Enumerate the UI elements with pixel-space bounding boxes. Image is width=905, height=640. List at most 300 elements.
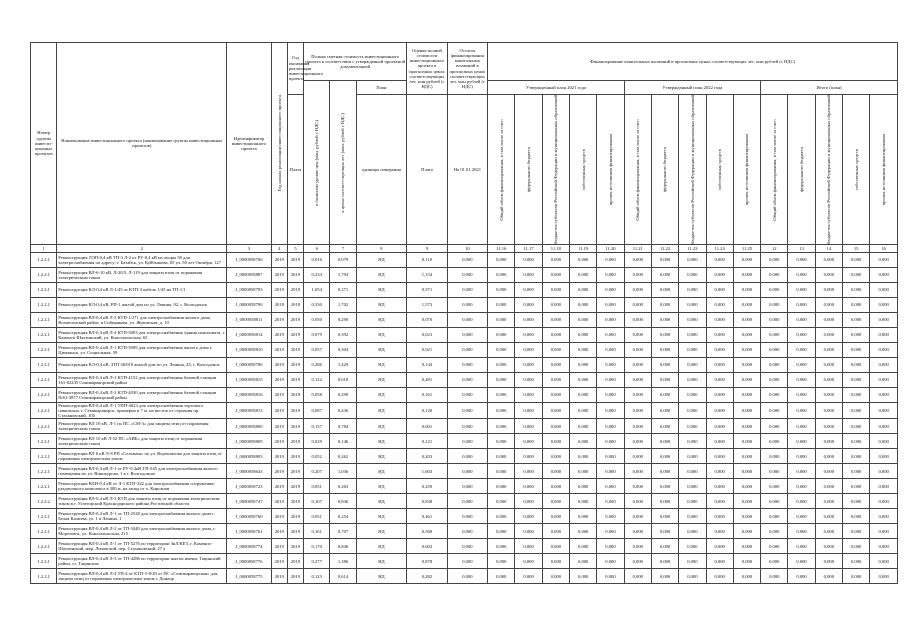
financing-value-cell: 0,000 — [761, 267, 788, 282]
total-cost-cell: 0,021 — [407, 342, 447, 357]
group-no-cell: 1.2.2.2 — [31, 494, 57, 509]
financing-value-cell: 0,000 — [488, 312, 515, 327]
col-2021-other: прочих источников финансирования — [597, 95, 624, 245]
year-start-cell: 2019 — [271, 312, 287, 327]
financing-value-cell: 0,000 — [815, 554, 842, 569]
year-end-cell: 2019 — [287, 434, 303, 449]
financing-value-cell: 0,000 — [761, 494, 788, 509]
financing-value-cell: 0,000 — [488, 252, 515, 267]
col-smr: в ценах соответствующих лет (млн. рублей с НДС) — [330, 81, 356, 245]
financing-value-cell: 0,000 — [706, 252, 733, 267]
year-start-cell: 2019 — [271, 449, 287, 464]
financing-value-cell: 0,000 — [515, 479, 542, 494]
year-start-cell: 2019 — [271, 327, 287, 342]
project-name-cell: Реконструкция ВЛ-0,4 кВ Л-3 КТП для защиты птиц от поражения электрическим током в г. Углегорский Краснодарского района Ростовской области — [57, 494, 227, 509]
financing-value-cell: 0,000 — [870, 494, 898, 509]
rest-cell: 0,000 — [447, 449, 487, 464]
table-row — [31, 297, 898, 312]
col-project-id: Идентификатор инвестиционного проекта — [227, 43, 272, 245]
project-id-cell: J_0000058766 — [227, 252, 272, 267]
cost-base-cell: 0,123 — [304, 569, 330, 584]
project-id-cell: J_0000058793 — [227, 282, 272, 297]
project-name-cell: Реконструкция ВЛ 10 кВ, Л-1 по ПС «СМ-3» для защиты птиц от поражения электрическим током — [57, 419, 227, 434]
financing-value-cell: 0,000 — [815, 449, 842, 464]
financing-value-cell: 0,000 — [597, 554, 624, 569]
financing-value-cell: 0,000 — [706, 419, 733, 434]
financing-value-cell: 0,000 — [570, 327, 597, 342]
total-cost-cell: 0,259 — [407, 479, 447, 494]
financing-value-cell: 0,000 — [733, 509, 760, 524]
financing-value-cell: 0,000 — [815, 494, 842, 509]
financing-value-cell: 0,000 — [597, 569, 624, 584]
total-cost-cell: 1,573 — [407, 297, 447, 312]
financing-value-cell: 0,000 — [815, 357, 842, 372]
financing-value-cell: 0,000 — [733, 479, 760, 494]
financing-value-cell: 0,000 — [570, 524, 597, 539]
financing-value-cell: 0,000 — [733, 252, 760, 267]
col-total-fed: федерального бюджета — [788, 95, 815, 245]
rest-cell: 0,000 — [447, 509, 487, 524]
group-no-cell: 1.2.2.1 — [31, 524, 57, 539]
unit-cell: НД — [356, 449, 407, 464]
financing-value-cell: 0,000 — [815, 372, 842, 387]
financing-value-cell: 0,000 — [597, 479, 624, 494]
year-start-cell: 2019 — [271, 464, 287, 479]
col-number: 11.16 — [488, 244, 515, 252]
col-number: 11.24 — [706, 244, 733, 252]
col-number: 11.21 — [624, 244, 651, 252]
investment-projects-table — [30, 42, 898, 584]
total-cost-cell: 0,568 — [407, 524, 447, 539]
project-id-cell: J_0000058800 — [227, 419, 272, 434]
financing-value-cell: 0,000 — [679, 342, 706, 357]
project-name-cell: Реконструкция ВЛ-0,4 кВ Л-2 от ТП-3440 для электроснабжения жилого дома, г. Морозовск, ул. Комсомольская, 215 — [57, 524, 227, 539]
project-id-cell: J_0000058786 — [227, 357, 272, 372]
financing-value-cell: 0,000 — [515, 569, 542, 584]
financing-value-cell: 0,000 — [733, 402, 760, 418]
financing-value-cell: 0,000 — [679, 479, 706, 494]
financing-value-cell: 0,000 — [624, 297, 651, 312]
financing-value-cell: 0,000 — [706, 479, 733, 494]
financing-value-cell: 0,000 — [597, 539, 624, 554]
financing-value-cell: 0,000 — [761, 554, 788, 569]
cost-current-cell: 0,263 — [330, 479, 356, 494]
financing-value-cell: 0,000 — [843, 402, 870, 418]
financing-value-cell: 0,000 — [651, 297, 678, 312]
rest-cell: 0,000 — [447, 464, 487, 479]
financing-value-cell: 0,000 — [733, 434, 760, 449]
cost-base-cell: 0,058 — [304, 387, 330, 402]
financing-value-cell: 0,000 — [542, 479, 569, 494]
financing-value-cell: 0,000 — [843, 357, 870, 372]
financing-value-cell: 0,000 — [542, 357, 569, 372]
project-name-cell: Реконструкция ВЛИ-0,4 кВ от Л-1 КТП-342 для электроснабжения сооружения-раздаточного комплекса в 300 м. на запад от х. Кирсанов — [57, 479, 227, 494]
cost-base-cell: 0,079 — [304, 327, 330, 342]
financing-value-cell: 0,000 — [761, 464, 788, 479]
financing-value-cell: 0,000 — [515, 539, 542, 554]
financing-value-cell: 0,000 — [651, 434, 678, 449]
unit-cell: НД — [356, 524, 407, 539]
financing-value-cell: 0,000 — [651, 357, 678, 372]
financing-value-cell: 0,000 — [542, 509, 569, 524]
financing-value-cell: 0,000 — [515, 464, 542, 479]
col-number: 1 — [31, 244, 57, 252]
financing-value-cell: 0,000 — [788, 494, 815, 509]
financing-value-cell: 0,000 — [843, 494, 870, 509]
financing-value-cell: 0,000 — [488, 449, 515, 464]
group-no-cell: 1.2.2.1 — [31, 554, 57, 569]
group-no-cell: 1.2.2.1 — [31, 509, 57, 524]
financing-value-cell: 0,000 — [815, 297, 842, 312]
financing-value-cell: 0,000 — [815, 327, 842, 342]
rest-cell: 0,000 — [447, 434, 487, 449]
rest-cell: 0,000 — [447, 524, 487, 539]
col-number: 4 — [271, 244, 287, 252]
cost-base-cell: 0,057 — [304, 342, 330, 357]
financing-value-cell: 0,000 — [843, 434, 870, 449]
year-end-cell: 2019 — [287, 402, 303, 418]
financing-value-cell: 0,000 — [788, 327, 815, 342]
col-pir: в базисном уровне цен (млн. рублей с НДС) — [304, 81, 330, 245]
cost-current-cell: 0,614 — [330, 569, 356, 584]
financing-value-cell: 0,000 — [651, 494, 678, 509]
financing-value-cell: 0,000 — [597, 327, 624, 342]
column-number-row — [31, 244, 898, 252]
financing-value-cell: 0,000 — [542, 539, 569, 554]
financing-value-cell: 0,000 — [843, 267, 870, 282]
year-end-cell: 2018 — [287, 297, 303, 312]
project-name-cell: Реконструкция ВЛ-0,4 кВ Л-1 от ТП-2528 для электроснабжения жилого дома г. Белая Калитва, ул. 1 в Ленина, 1 — [57, 509, 227, 524]
financing-value-cell: 0,000 — [624, 252, 651, 267]
financing-value-cell: 0,000 — [515, 387, 542, 402]
rest-cell: 0,000 — [447, 252, 487, 267]
financing-value-cell: 0,000 — [788, 554, 815, 569]
total-cost-cell: 0,070 — [407, 312, 447, 327]
col-number: 16 — [870, 244, 898, 252]
table-row — [31, 569, 898, 584]
table-row — [31, 509, 898, 524]
year-end-cell: 2019 — [287, 252, 303, 267]
cost-base-cell: 0,050 — [304, 312, 330, 327]
financing-value-cell: 0,000 — [815, 267, 842, 282]
financing-value-cell: 0,000 — [870, 464, 898, 479]
cost-base-cell: 1,054 — [304, 282, 330, 297]
financing-value-cell: 0,000 — [515, 524, 542, 539]
financing-value-cell: 0,000 — [651, 267, 678, 282]
financing-value-cell: 0,000 — [679, 434, 706, 449]
table-row — [31, 479, 898, 494]
cost-current-cell: 0,290 — [330, 312, 356, 327]
financing-value-cell: 0,000 — [870, 297, 898, 312]
unit-cell: НД — [356, 282, 407, 297]
financing-value-cell: 0,000 — [488, 524, 515, 539]
financing-value-cell: 0,000 — [679, 252, 706, 267]
col-2021-total: Общий объем финансирования, в том числе за счет: — [488, 95, 515, 245]
financing-value-cell: 0,000 — [515, 449, 542, 464]
col-year-end: Год окончания реализации инвестиционного проекта — [287, 43, 303, 95]
financing-value-cell: 0,000 — [761, 327, 788, 342]
financing-value-cell: 0,000 — [815, 479, 842, 494]
financing-value-cell: 0,000 — [870, 509, 898, 524]
financing-value-cell: 0,000 — [515, 282, 542, 297]
project-id-cell: J_0000058643 — [227, 464, 272, 479]
cost-current-cell: 0,254 — [330, 509, 356, 524]
year-end-cell: 2019 — [287, 327, 303, 342]
col-2022-total: Общий объем финансирования, в том числе за счет: — [624, 95, 651, 245]
col-2022-fed: федерального бюджета — [651, 95, 678, 245]
year-end-cell: 2019 — [287, 449, 303, 464]
financing-value-cell: 0,000 — [488, 479, 515, 494]
financing-value-cell: 0,000 — [761, 479, 788, 494]
financing-value-cell: 0,000 — [570, 372, 597, 387]
financing-value-cell: 0,000 — [597, 312, 624, 327]
financing-value-cell: 0,000 — [488, 419, 515, 434]
financing-value-cell: 0,000 — [733, 569, 760, 584]
unit-cell: НД — [356, 464, 407, 479]
group-no-cell: 1.2.2.1 — [31, 539, 57, 554]
financing-value-cell: 0,000 — [488, 539, 515, 554]
col-total-other: прочих источников финансирования — [870, 95, 898, 245]
financing-value-cell: 0,000 — [870, 554, 898, 569]
financing-value-cell: 0,000 — [515, 419, 542, 434]
financing-value-cell: 0,000 — [542, 434, 569, 449]
group-no-cell: 1.2.2.1 — [31, 449, 57, 464]
financing-value-cell: 0,000 — [624, 464, 651, 479]
financing-value-cell: 0,000 — [870, 327, 898, 342]
financing-value-cell: 0,000 — [570, 387, 597, 402]
year-end-cell: 2019 — [287, 312, 303, 327]
unit-cell: НД — [356, 539, 407, 554]
financing-value-cell: 0,000 — [761, 419, 788, 434]
year-start-cell: 2019 — [271, 509, 287, 524]
financing-value-cell: 0,000 — [788, 479, 815, 494]
table-row — [31, 387, 898, 402]
financing-value-cell: 0,000 — [679, 539, 706, 554]
year-start-cell: 2019 — [271, 419, 287, 434]
financing-value-cell: 0,000 — [597, 464, 624, 479]
rest-cell: 0,000 — [447, 312, 487, 327]
total-cost-cell: 0,161 — [407, 387, 447, 402]
project-id-cell: J_0000058776 — [227, 554, 272, 569]
financing-value-cell: 0,000 — [651, 252, 678, 267]
table-row — [31, 434, 898, 449]
project-name-cell: Реконструкция ЛЭП-0,4 кВ ТП-3 Л-2 от РУ-0,4 кВ на опоры 50 для электроснабжения по адресу: г. Батайск, ул. Куйбышева, 65 ул. 50 лет Октября, 127 — [57, 252, 227, 267]
unit-cell: НД — [356, 419, 407, 434]
financing-value-cell: 0,000 — [706, 372, 733, 387]
total-cost-cell: 0,602 — [407, 539, 447, 554]
year-start-cell: 2019 — [271, 282, 287, 297]
col-2022: Утвержденный план 2022 года — [624, 81, 760, 95]
financing-value-cell: 0,000 — [488, 464, 515, 479]
unit-cell: НД — [356, 569, 407, 584]
col-number: 5 — [287, 244, 303, 252]
financing-value-cell: 0,000 — [542, 372, 569, 387]
financing-value-cell: 0,000 — [788, 524, 815, 539]
financing-value-cell: 0,000 — [788, 342, 815, 357]
financing-value-cell: 0,000 — [624, 494, 651, 509]
project-id-cell: J_0000058760 — [227, 509, 272, 524]
year-end-cell: 2019 — [287, 554, 303, 569]
total-cost-cell: 0,371 — [407, 282, 447, 297]
financing-value-cell: 0,000 — [542, 494, 569, 509]
financing-value-cell: 0,000 — [843, 464, 870, 479]
col-number: 10 — [447, 244, 487, 252]
rest-cell: 0,000 — [447, 297, 487, 312]
table-row — [31, 327, 898, 342]
financing-value-cell: 0,000 — [815, 402, 842, 418]
group-no-cell: 1.2.2.1 — [31, 479, 57, 494]
total-cost-cell: 0,282 — [407, 569, 447, 584]
financing-value-cell: 0,000 — [788, 464, 815, 479]
financing-value-cell: 0,000 — [706, 569, 733, 584]
financing-value-cell: 0,000 — [679, 327, 706, 342]
financing-value-cell: 0,000 — [870, 267, 898, 282]
project-id-cell: J_0000058810 — [227, 342, 272, 357]
project-id-cell: J_0000058775 — [227, 569, 272, 584]
unit-cell: НД — [356, 434, 407, 449]
financing-value-cell: 0,000 — [843, 419, 870, 434]
financing-value-cell: 0,000 — [488, 569, 515, 584]
total-cost-cell: 0,878 — [407, 554, 447, 569]
cost-current-cell: 0,079 — [330, 252, 356, 267]
project-id-cell: J_0000058761 — [227, 524, 272, 539]
financing-value-cell: 0,000 — [788, 282, 815, 297]
financing-value-cell: 0,000 — [651, 327, 678, 342]
group-no-cell: 1.2.2.1 — [31, 357, 57, 372]
financing-value-cell: 0,000 — [815, 342, 842, 357]
financing-value-cell: 0,000 — [679, 297, 706, 312]
project-name-cell: Реконструкция ВЛ 10 кВ Л-52 ПС «АИБ» для защиты птиц от поражения электрическим током — [57, 434, 227, 449]
cost-current-cell: 0,304 — [330, 342, 356, 357]
col-total-cost-current: Оценка полной стоимости инвестиционного проекта в прогнозных ценах соответствующих лет, млн рублей (с НДС) — [407, 43, 447, 95]
financing-value-cell: 0,000 — [597, 372, 624, 387]
rest-cell: 0,000 — [447, 267, 487, 282]
financing-value-cell: 0,000 — [815, 464, 842, 479]
unit-cell: НД — [356, 402, 407, 418]
table-row — [31, 342, 898, 357]
financing-value-cell: 0,000 — [733, 357, 760, 372]
col-number: 3 — [227, 244, 272, 252]
year-start-cell: 2019 — [271, 357, 287, 372]
unit-cell: НД — [356, 494, 407, 509]
rest-cell: 0,000 — [447, 342, 487, 357]
project-name-cell: Реконструкция ВЛ-0,4 кВ Л-1 КТП-3009 для электроснабжения жилого дома г. Цимлянск, ул. Социальная, 39 — [57, 342, 227, 357]
rest-cell: 0,000 — [447, 357, 487, 372]
financing-value-cell: 0,000 — [679, 357, 706, 372]
cost-current-cell: 1,386 — [330, 554, 356, 569]
col-project-name: Наименование инвестиционного проекта (наименование группы инвестиционных проектов) — [57, 43, 227, 245]
cost-base-cell: 0,207 — [304, 464, 330, 479]
cost-base-cell: 0,170 — [304, 539, 330, 554]
total-cost-cell: 0,838 — [407, 494, 447, 509]
financing-value-cell: 0,000 — [488, 387, 515, 402]
financing-value-cell: 0,000 — [651, 539, 678, 554]
financing-value-cell: 0,000 — [706, 267, 733, 282]
financing-value-cell: 0,000 — [843, 479, 870, 494]
cost-base-cell: 0,051 — [304, 509, 330, 524]
financing-value-cell: 0,000 — [542, 297, 569, 312]
financing-value-cell: 0,000 — [706, 282, 733, 297]
project-id-cell: J_0000058815 — [227, 372, 272, 387]
financing-value-cell: 0,000 — [651, 464, 678, 479]
financing-value-cell: 0,000 — [651, 509, 678, 524]
financing-value-cell: 0,000 — [706, 327, 733, 342]
project-id-cell: J_0000058814 — [227, 327, 272, 342]
col-number: 11.18 — [542, 244, 569, 252]
financing-value-cell: 0,000 — [679, 419, 706, 434]
financing-value-cell: 0,000 — [788, 434, 815, 449]
financing-value-cell: 0,000 — [870, 449, 898, 464]
financing-value-cell: 0,000 — [515, 402, 542, 418]
total-cost-cell: 0,110 — [407, 252, 447, 267]
financing-value-cell: 0,000 — [843, 372, 870, 387]
financing-value-cell: 0,000 — [761, 539, 788, 554]
financing-value-cell: 0,000 — [515, 509, 542, 524]
financing-value-cell: 0,000 — [570, 312, 597, 327]
rest-cell: 0,000 — [447, 372, 487, 387]
financing-value-cell: 0,000 — [488, 342, 515, 357]
col-rest-date: На 01.01.2021 — [447, 95, 487, 245]
financing-value-cell: 0,000 — [488, 327, 515, 342]
project-name-cell: Реконструкция ВЛ-6-10 кВ, Л-20/5, Л-119 для защиты птиц от поражения электрическим током — [57, 267, 227, 282]
financing-value-cell: 0,000 — [651, 372, 678, 387]
group-no-cell: 1.2.2.1 — [31, 297, 57, 312]
financing-value-cell: 0,000 — [870, 282, 898, 297]
project-id-cell: J_0000058887 — [227, 267, 272, 282]
financing-value-cell: 0,000 — [624, 357, 651, 372]
cost-base-cell: 0,016 — [304, 252, 330, 267]
financing-value-cell: 0,000 — [624, 479, 651, 494]
financing-value-cell: 0,000 — [733, 267, 760, 282]
financing-value-cell: 0,000 — [679, 402, 706, 418]
year-start-cell: 2019 — [271, 402, 287, 418]
financing-value-cell: 0,000 — [597, 282, 624, 297]
financing-value-cell: 0,000 — [679, 524, 706, 539]
year-end-cell: 2019 — [287, 539, 303, 554]
year-end-cell: 2019 — [287, 509, 303, 524]
financing-value-cell: 0,000 — [515, 372, 542, 387]
financing-value-cell: 0,000 — [706, 434, 733, 449]
financing-value-cell: 0,000 — [815, 252, 842, 267]
year-end-cell: 2019 — [287, 372, 303, 387]
group-no-cell: 1.2.2.1 — [31, 342, 57, 357]
financing-value-cell: 0,000 — [679, 282, 706, 297]
total-cost-cell: 0,461 — [407, 509, 447, 524]
financing-value-cell: 0,000 — [651, 419, 678, 434]
financing-value-cell: 0,000 — [488, 357, 515, 372]
financing-value-cell: 0,000 — [870, 569, 898, 584]
total-cost-cell: 0,601 — [407, 419, 447, 434]
unit-cell: НД — [356, 479, 407, 494]
financing-value-cell: 0,000 — [761, 312, 788, 327]
project-name-cell: Реконструкция КЛ-0,4 кВ, РП-1 жилой дом по ул. Ленина, 92, г. Волгодонск — [57, 297, 227, 312]
col-year-start: Год начала реализации инвестиционного проекта — [271, 43, 287, 245]
financing-value-cell: 0,000 — [788, 539, 815, 554]
col-number: 11.17 — [515, 244, 542, 252]
unit-cell: НД — [356, 357, 407, 372]
year-start-cell: 2019 — [271, 387, 287, 402]
financing-value-cell: 0,000 — [624, 387, 651, 402]
financing-value-cell: 0,000 — [706, 387, 733, 402]
year-end-cell: 2018 — [287, 387, 303, 402]
year-start-cell: 2018 — [271, 297, 287, 312]
financing-value-cell: 0,000 — [843, 449, 870, 464]
cost-base-cell: 0,087 — [304, 402, 330, 418]
col-number: 11.20 — [597, 244, 624, 252]
financing-value-cell: 0,000 — [624, 539, 651, 554]
financing-value-cell: 0,000 — [843, 387, 870, 402]
financing-value-cell: 0,000 — [570, 464, 597, 479]
